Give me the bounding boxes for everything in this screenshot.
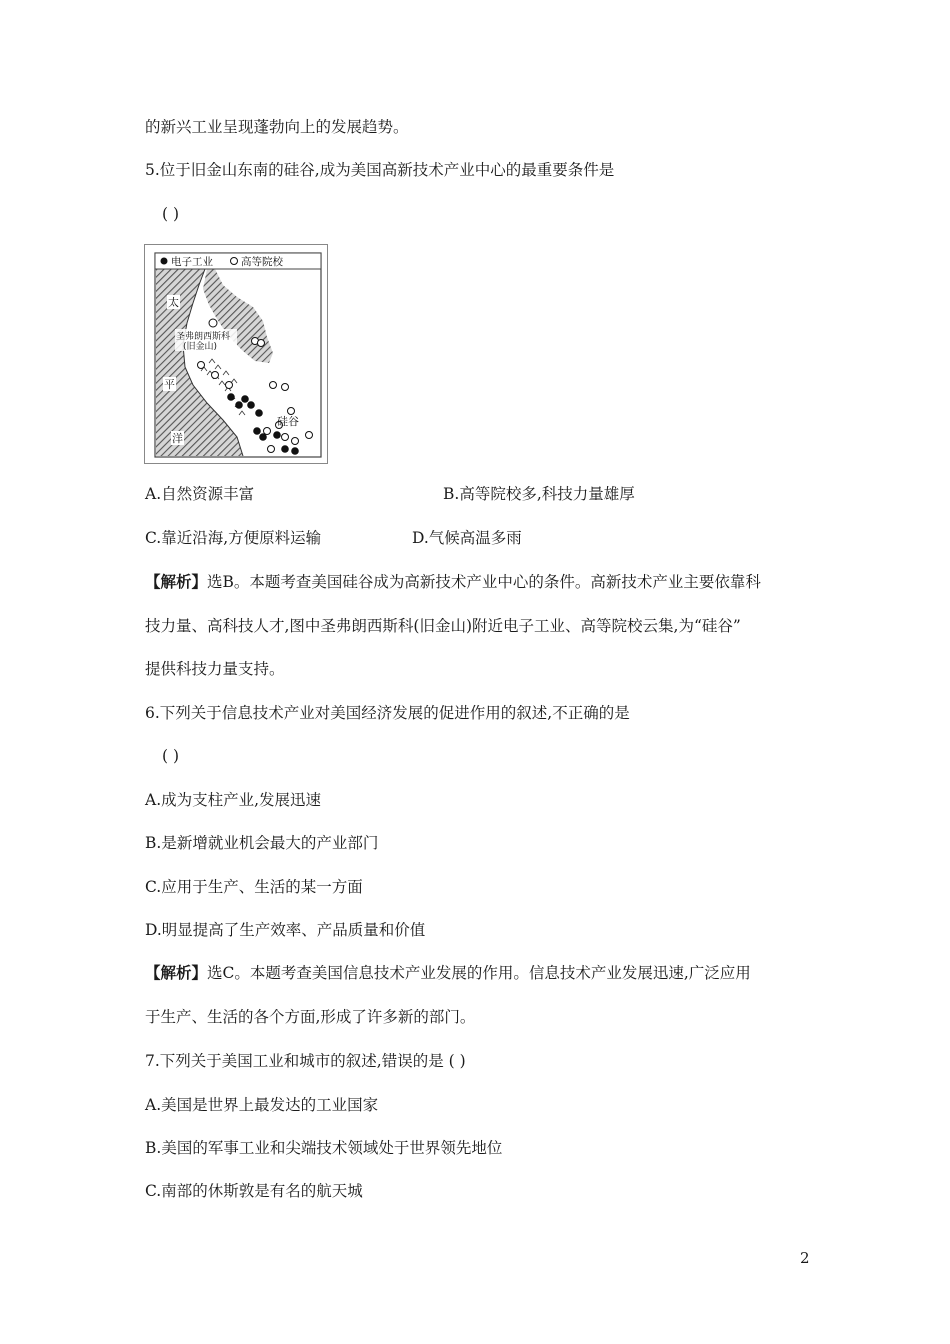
question-7: 7.下列关于美国工业和城市的叙述,错误的是 ( ) (145, 1052, 466, 1070)
legend-college-marker (231, 258, 238, 265)
page-number: 2 (800, 1249, 810, 1267)
ocean-label-1: 太 (168, 296, 179, 309)
option-d: D.明显提高了生产效率、产品质量和价值 (145, 921, 426, 939)
option-d: D.气候高温多雨 (412, 529, 522, 547)
legend-college-label: 高等院校 (241, 256, 283, 268)
option-c: C.应用于生产、生活的某一方面 (145, 878, 363, 896)
option-a: A.美国是世界上最发达的工业国家 (145, 1096, 379, 1114)
silicon-valley-label: 硅谷 (277, 415, 299, 428)
option-b: B.高等院校多,科技力量雄厚 (443, 485, 635, 503)
ocean-label-3: 洋 (172, 432, 183, 445)
option-a: A.自然资源丰富 (145, 485, 255, 503)
option-b: B.是新增就业机会最大的产业部门 (145, 834, 379, 852)
analysis-5-line-3: 提供科技力量支持。 (145, 660, 285, 678)
answer-bracket: ( ) (162, 205, 180, 223)
option-c: C.南部的休斯敦是有名的航天城 (145, 1182, 363, 1200)
text-line: 的新兴工业呈现蓬勃向上的发展趋势。 (145, 118, 409, 136)
city-alt-label: (旧金山) (183, 342, 218, 352)
option-a: A.成为支柱产业,发展迅速 (145, 791, 322, 809)
silicon-valley-map (144, 244, 328, 464)
analysis-tag: 【解析】 (145, 963, 208, 982)
question-5: 5.位于旧金山东南的硅谷,成为美国高新技术产业中心的最重要条件是 (145, 161, 615, 179)
analysis-6-line-2: 于生产、生活的各个方面,形成了许多新的部门。 (145, 1008, 476, 1026)
city-marker (209, 319, 217, 327)
analysis-5-line-1: 【解析】选B。本题考查美国硅谷成为高新技术产业中心的条件。高新技术产业主要依靠科 (145, 572, 761, 591)
ocean-label-2: 平 (164, 378, 175, 391)
question-6: 6.下列关于信息技术产业对美国经济发展的促进作用的叙述,不正确的是 (145, 704, 630, 722)
option-c: C.靠近沿海,方便原料运输 (145, 529, 322, 547)
answer-bracket: ( ) (162, 747, 180, 765)
analysis-tag: 【解析】 (145, 572, 208, 591)
legend-industry-marker (161, 258, 168, 265)
legend-industry-label: 电子工业 (171, 256, 213, 268)
analysis-6-line-1: 【解析】选C。本题考查美国信息技术产业发展的作用。信息技术产业发展迅速,广泛应用 (145, 963, 751, 982)
analysis-5-line-2: 技力量、高科技人才,图中圣弗朗西斯科(旧金山)附近电子工业、高等院校云集,为“硅谷” (145, 617, 741, 635)
city-label: 圣弗朗西斯科 (176, 332, 231, 342)
option-b: B.美国的军事工业和尖端技术领域处于世界领先地位 (145, 1139, 503, 1157)
